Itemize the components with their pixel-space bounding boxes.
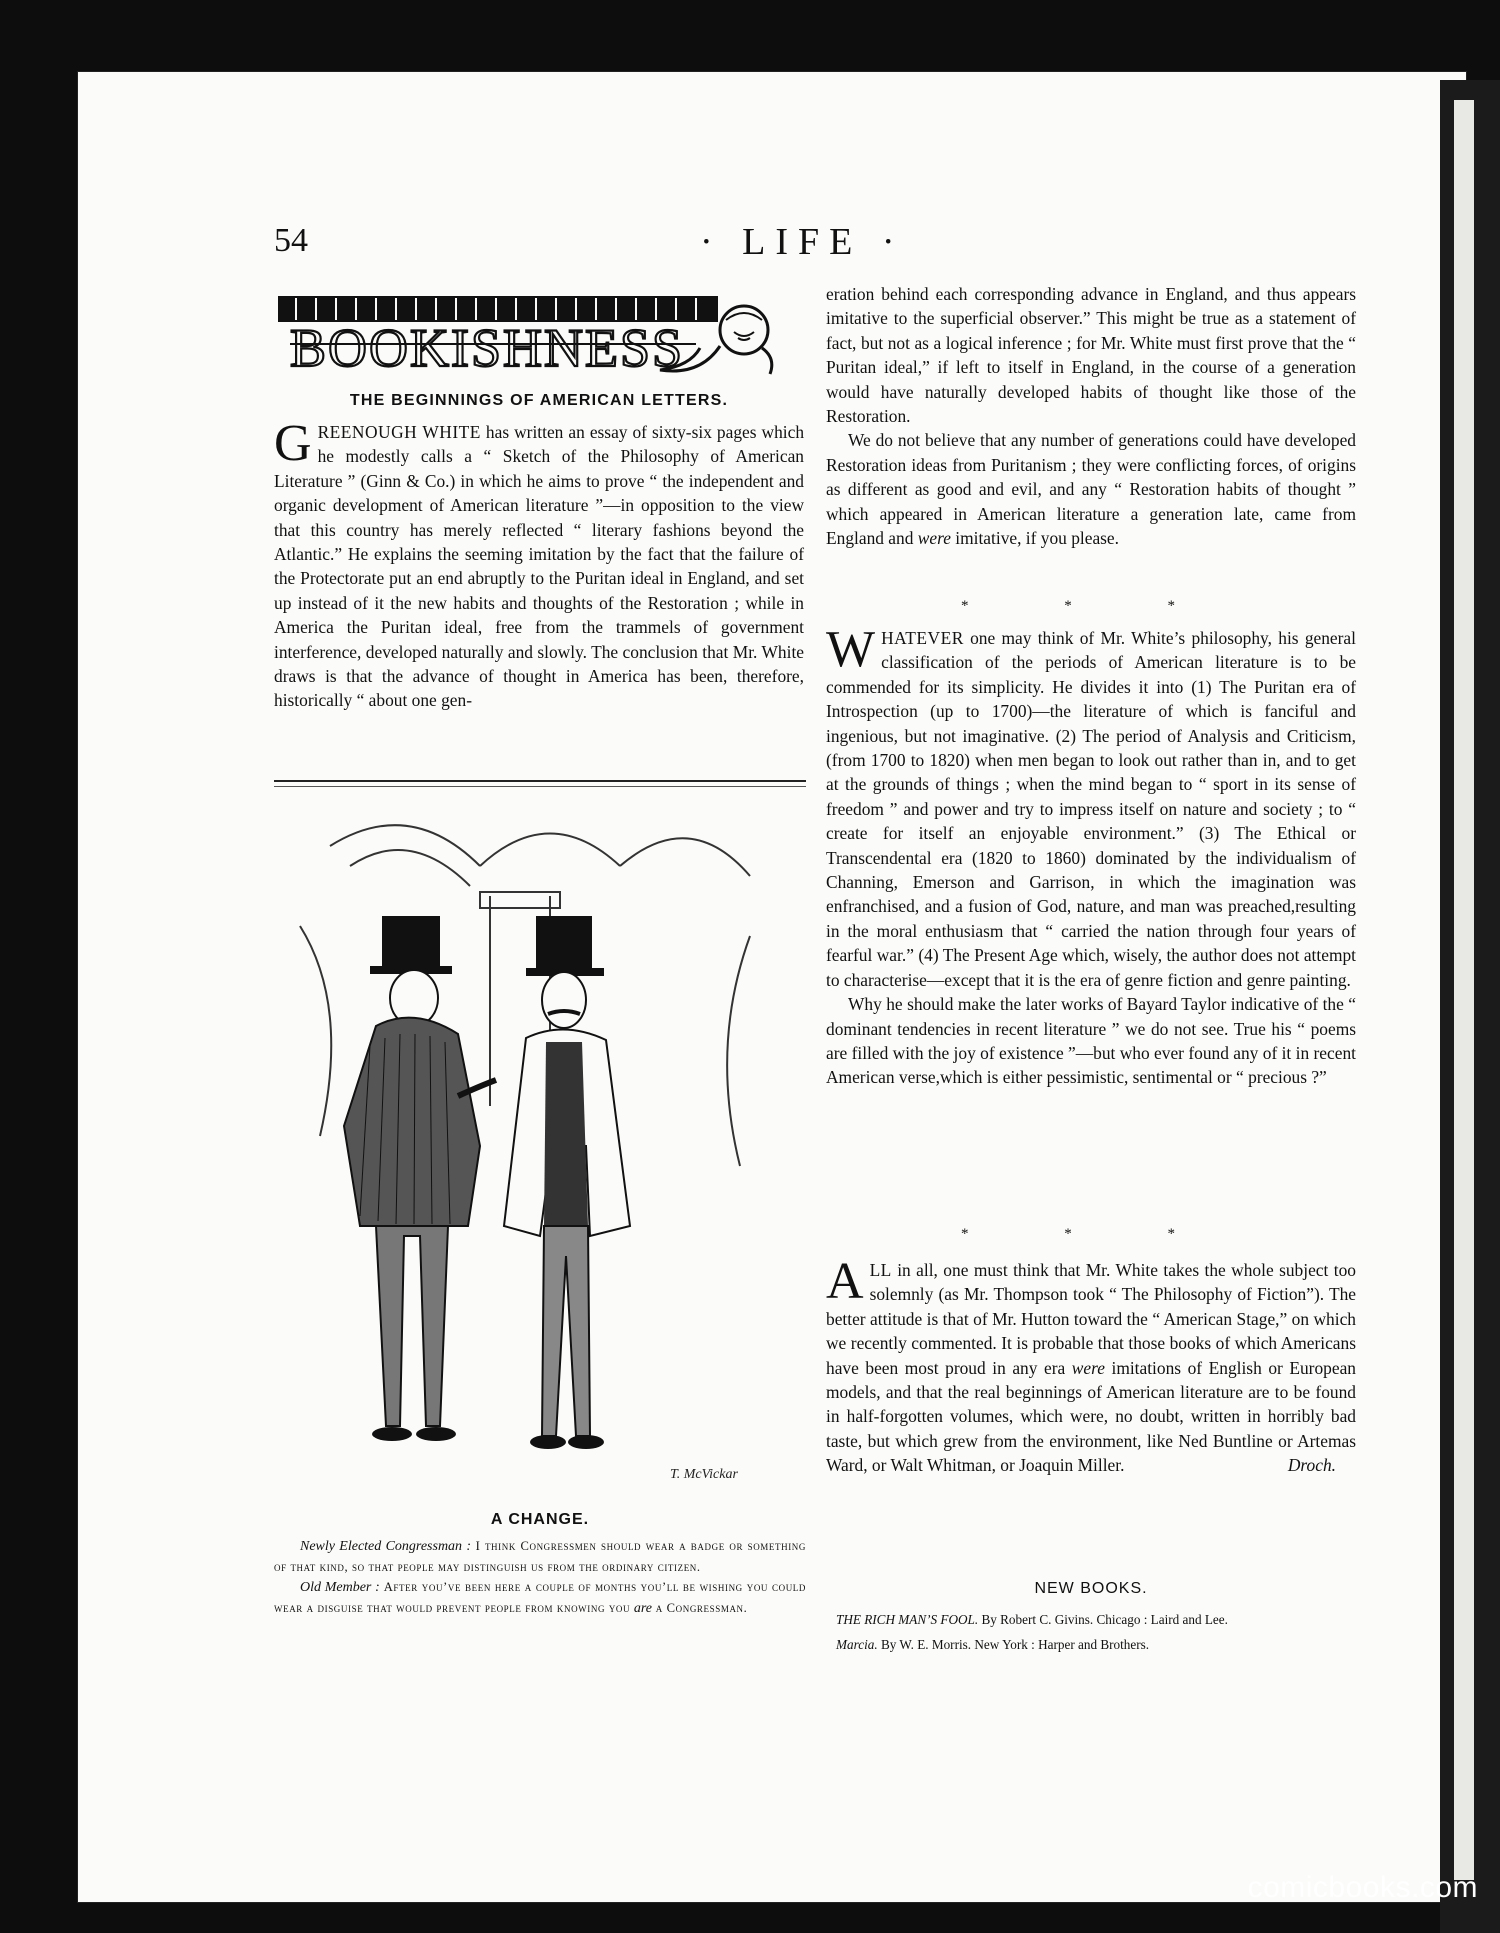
book-title: Marcia. [836,1637,878,1652]
lead-in: LL [869,1260,892,1280]
dialogue-line: I think Congressmen should wear a badge or something of that kind, so that people may distinguish us from the ordinary citizen. [274,1539,806,1574]
article-right-column-1 [826,282,1356,550]
adjacent-page-edge [1440,80,1500,1933]
paragraph-text: one may think of Mr. White’s philosophy, his general classification of the periods of American literature is to be commended for its simplicity. He divides it into (1) The Puritan era of Introspection (up to 1700)—the literature of which is fanciful and ingenious, but not imaginative. (2) The period of Analysis and Criticism, (from 1700 to 1820) when men began to look out rather than in, and to get at the grounds of things ; when the mind began to “ sport in its sense of freedom ” and power and try to impress itself on nature and society ; to “ create for itself an enjoyable environment.” (3) The Ethical or Transcendental era (1820 to 1860) dominated by the individualism of Channing, Emerson and Garrison, in which the imagination was enfranchised, and a fusion of God, nature, and man was preached,resulting in the moral enthusiasm that “ carried the nation through four years of fearful war.” (4) The Present Age which, wisely, the author does not attempt to characterise—except that it is the era of genre fiction and genre painting. [826,628,1356,990]
book-title: THE RICH MAN’S FOOL. [836,1612,979,1627]
section-rule [274,786,806,787]
author-signature: Droch. [1287,1455,1336,1476]
paragraph-text: We do not believe that any number of generations could have developed Restoration ideas from Puritanism ; they were conflicting forces, of origins as different as good and evil, and any “ Restoration habits of thought ” which appeared in American literature a generation late, came from England and [826,430,1356,549]
paragraph-text: has written an essay of sixty-six pages which he modestly calls a “ Sketch of the Philosophy of American Literature ” (Ginn & Co.) in which he aims to prove “ the independent and organic development of American literature ”—in opposition to the view that this country has merely reflected “ literary fashions beyond the Atlantic.” He explains the seeming imitation by the fact that the failure of the Protectorate put an end abruptly to the Puritan ideal in England, and set up instead of it the new habits and thoughts of the Restoration ; while in America the Puritan ideal, free from the trammels of government interference, developed naturally and slowly. The conclusion that Mr. White draws is that the advance of thought in America has been, therefore, historically “ about one gen- [274,422,805,711]
speaker-label: Old Member : [300,1580,380,1595]
emphasis: were [1071,1357,1105,1378]
article-right-column-3 [826,1253,1356,1478]
article-right-column-2 [826,621,1356,1090]
article-left-column [274,415,805,713]
cartoon-title: A CHANGE. [490,1511,590,1528]
emphasis: were [917,528,951,549]
book-entry: Marcia. By W. E. Morris. New York : Harper and Brothers. [836,1637,1150,1652]
new-books-list [836,1610,1356,1660]
dialogue-line: After you’ve been here a couple of months you’ll be wishing you could wear a disguise that would prevent people from knowing you [274,1580,806,1615]
svg-text:BOOKISHNESS: BOOKISHNESS [290,318,685,378]
drop-cap: A [826,1253,864,1310]
cartoon-illustration [290,806,760,1506]
drop-cap: G [274,415,312,472]
paragraph-text: in all, one must think that Mr. White takes the whole subject too solemnly (as Mr. Thompson took “ The Philosophy of Fiction”). The better attitude is that of Mr. Hutton toward the “ American Stage,” on which we recently commented. It is probable that those books of which Americans have been most proud in any era [826,1260,1356,1378]
svg-text:T. McVickar: T. McVickar [670,1467,738,1482]
article-subtitle: THE BEGINNINGS OF AMERICAN LETTERS. [349,392,729,409]
paragraph-text: imitations of English or European models, and that the real beginnings of American literature are to be found in half-forgotten volumes, which were, no doubt, written in horribly bad taste, but which grew from the environment, like Ned Buntline or Artemas Ward, or Walt Whitman, or Joaquin Miller. [826,1357,1356,1476]
section-stars: * * * [961,1226,1221,1242]
emphasis: are [633,1601,653,1616]
cartoon-dialogue [274,1536,806,1619]
page-number: 54 [274,222,308,259]
section-stars: * * * [961,598,1221,614]
masthead: · LIFE · [700,221,905,263]
bookishness-heading-art [276,286,780,382]
paragraph-text: eration behind each corresponding advance in England, and thus appears imitative to the superficial observer.” This might be true as a statement of fact, but not as a logical inference ; for Mr. White must first prove that the “ Puritan ideal,” if left to itself in England, in the course of a generation would have naturally developed habits of thought like those of the Restoration. [826,284,1356,427]
drop-cap: W [826,621,876,678]
paragraph-text: imitative, if you please. [950,528,1120,549]
lead-in: HATEVER [881,628,964,648]
dialogue-line: a Congressman. [652,1601,748,1615]
paragraph-text: Why he should make the later works of Bayard Taylor indicative of the “ dominant tendencies in recent literature ” we do not see. True his “ poems are filled with the joy of existence ”—but who ever found any of it in recent American verse,which is either pessimistic, sentimental or “ precious ?” [826,994,1356,1088]
speaker-label: Newly Elected Congressman : [300,1539,472,1554]
book-entry: THE RICH MAN’S FOOL. By Robert C. Givins. Chicago : Laird and Lee. [836,1612,1228,1627]
lead-in: REENOUGH WHITE [317,422,481,442]
new-books-heading: NEW BOOKS. [1034,1580,1148,1597]
section-rule [274,780,806,782]
site-watermark: comicbooks.com [1247,1871,1478,1904]
